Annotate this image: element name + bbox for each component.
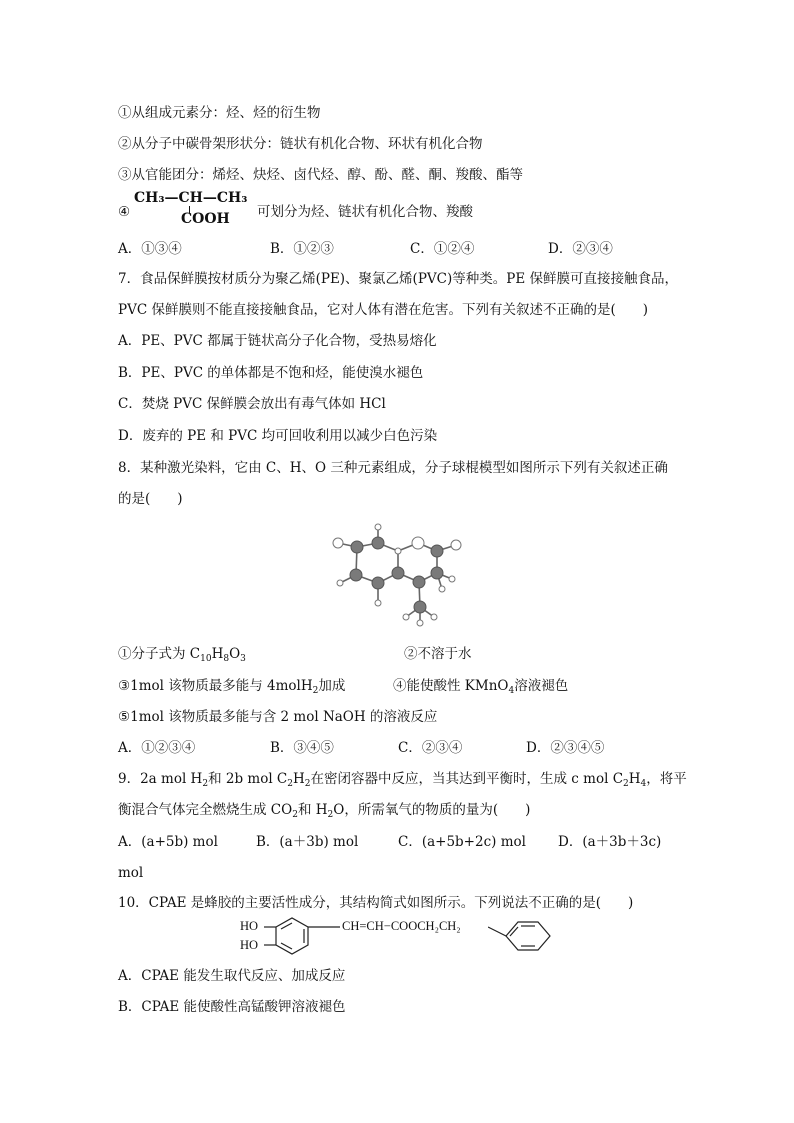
q7-option-c: C．焚烧 PVC 保鲜膜会放出有毒气体如 HCl (118, 396, 386, 412)
q7-option-d: D．废弃的 PE 和 PVC 均可回收利用以减少白色污染 (118, 428, 438, 444)
q8-statement-4: ④能使酸性 KMnO$_4$溶液褪色 (393, 678, 569, 696)
q7-stem-2: PVC 保鲜膜则不能直接接触食品，它对人体有潜在危害。下列有关叙述不正确的是( ) (118, 302, 648, 318)
q8-statement-1: ①分子式为 $C_{10}H_8O_3$ (118, 646, 246, 664)
q6-option-d: D．②③④ (548, 241, 613, 257)
q8-stem-2: 的是( ) (118, 491, 183, 507)
q9-stem-2: 衡混合气体完全燃烧生成 $CO_2$和 $H_2O$，所需氧气的物质的量为( ) (118, 802, 531, 820)
q8-stem-1: 8．某种激光染料，它由 C、H、O 三种元素组成，分子球棍模型如图所示下列有关叙述正确 (118, 460, 668, 476)
item-4-formula-top: CH₃—CH—CH₃ (134, 190, 248, 206)
item-4-number: ④ (118, 204, 131, 220)
q7-option-b: B．PE、PVC 的单体都是不饱和烃，能使溴水褪色 (118, 365, 424, 381)
q7-option-a: A．PE、PVC 都属于链状高分子化合物，受热易熔化 (118, 333, 437, 349)
q8-option-c: C．②③④ (398, 740, 463, 756)
q6-option-c: C．①②④ (410, 241, 475, 257)
item-1: ①从组成元素分：烃、烃的衍生物 (118, 105, 321, 121)
q8-statement-5: ⑤1mol 该物质最多能与含 2 mol NaOH 的溶液反应 (118, 709, 438, 725)
molecule-ball-stick-model (320, 515, 470, 630)
q8-option-b: B．③④⑤ (270, 740, 334, 756)
q8-option-a: A．①②③④ (118, 740, 196, 756)
q6-option-b: B．①②③ (270, 241, 334, 257)
q10-side-chain: CH=CH−COOCH₂CH₂ (342, 919, 461, 933)
catechol-benzene-ring-icon (262, 914, 342, 956)
q8-statement-2: ②不溶于水 (404, 646, 472, 662)
q10-ho-top: HO (240, 919, 259, 933)
q7-stem-1: 7．食品保鲜膜按材质分为聚乙烯(PE)、聚氯乙烯(PVC)等种类。PE 保鲜膜可直接接触食品， (118, 271, 678, 287)
item-4-text: 可划分为烃、链状有机化合物、羧酸 (257, 204, 473, 220)
q10-ho-bottom: HO (240, 938, 259, 952)
q10-stem: 10．CPAE 是蜂胶的主要活性成分，其结构简式如图所示。下列说法不正确的是( ) (118, 895, 634, 911)
item-2: ②从分子中碳骨架形状分：链状有机化合物、环状有机化合物 (118, 136, 483, 152)
q9-option-a: A．(a+5b) mol (118, 834, 218, 850)
q9-option-d: D．(a＋3b＋3c) (558, 834, 662, 850)
phenyl-ring-icon (488, 914, 554, 956)
q10-option-a: A．CPAE 能发生取代反应、加成反应 (118, 968, 346, 984)
q9-stem-1: 9．2a mol $H_2$和 2b mol $C_2H_2$在密闭容器中反应，当其达到平衡时，生成 c mol $C_2H_4$，将平 (118, 771, 687, 789)
item-3: ③从官能团分：烯烃、炔烃、卤代烃、醇、酚、醛、酮、羧酸、酯等 (118, 167, 523, 183)
q10-option-b: B．CPAE 能使酸性高锰酸钾溶液褪色 (118, 999, 346, 1015)
item-4-formula-bottom: COOH (181, 211, 230, 227)
q9-option-b: B．(a＋3b) mol (256, 834, 359, 850)
q9-option-c: C．(a+5b+2c) mol (398, 834, 526, 850)
q8-option-d: D．②③④⑤ (526, 740, 605, 756)
q9-option-d-unit: mol (118, 865, 144, 881)
q8-statement-3: ③1mol 该物质最多能与 4molH$_2$加成 (118, 678, 346, 696)
q6-option-a: A．①③④ (118, 241, 182, 257)
